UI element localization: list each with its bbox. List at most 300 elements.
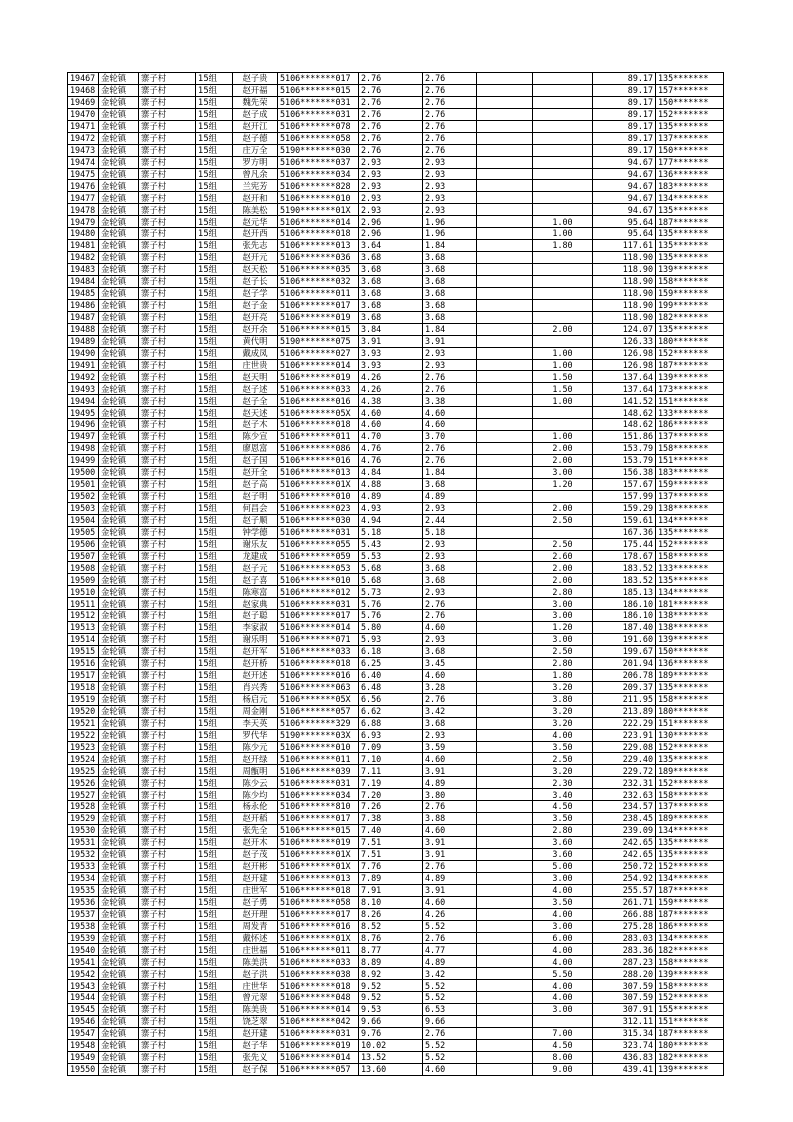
amount-cell: 242.65 <box>593 848 656 860</box>
row-number: 19475 <box>68 168 99 180</box>
village-cell: 寨子村 <box>139 120 196 132</box>
area-total-cell: 10.02 <box>359 1039 423 1051</box>
area-a-cell: 5.52 <box>423 1051 477 1063</box>
town-cell: 金轮镇 <box>99 431 139 443</box>
area-total-cell: 2.93 <box>359 180 423 192</box>
id-card-cell: 5190*******075 <box>278 335 359 347</box>
area-d-cell <box>533 73 593 85</box>
phone-cell: 150******* <box>656 96 724 108</box>
area-a-cell: 2.76 <box>423 455 477 467</box>
name-cell: 罗方明 <box>233 156 278 168</box>
group-cell: 15组 <box>196 920 233 932</box>
group-cell: 15组 <box>196 693 233 705</box>
area-d-cell: 3.00 <box>533 920 593 932</box>
village-cell: 寨子村 <box>139 538 196 550</box>
area-d-cell <box>533 299 593 311</box>
area-c-cell <box>477 526 533 538</box>
area-a-cell: 4.60 <box>423 753 477 765</box>
area-total-cell: 6.88 <box>359 717 423 729</box>
area-a-cell: 4.60 <box>423 407 477 419</box>
town-cell: 金轮镇 <box>99 789 139 801</box>
village-cell: 寨子村 <box>139 168 196 180</box>
area-d-cell <box>533 287 593 299</box>
table-row <box>68 610 724 622</box>
area-c-cell <box>477 825 533 837</box>
table-row <box>68 287 724 299</box>
phone-cell: 150******* <box>656 646 724 658</box>
phone-cell: 151******* <box>656 455 724 467</box>
area-total-cell: 7.89 <box>359 872 423 884</box>
area-d-cell <box>533 156 593 168</box>
phone-cell: 137******* <box>656 132 724 144</box>
village-cell: 寨子村 <box>139 813 196 825</box>
town-cell: 金轮镇 <box>99 264 139 276</box>
area-total-cell: 3.84 <box>359 323 423 335</box>
group-cell: 15组 <box>196 1028 233 1040</box>
group-cell: 15组 <box>196 466 233 478</box>
area-total-cell: 2.76 <box>359 108 423 120</box>
name-cell: 赵开元 <box>233 252 278 264</box>
area-d-cell: 1.00 <box>533 431 593 443</box>
table-row <box>68 514 724 526</box>
town-cell: 金轮镇 <box>99 837 139 849</box>
row-number: 19470 <box>68 108 99 120</box>
amount-cell: 137.64 <box>593 371 656 383</box>
table-row <box>68 1063 724 1075</box>
town-cell: 金轮镇 <box>99 610 139 622</box>
area-a-cell: 3.68 <box>423 299 477 311</box>
row-number: 19485 <box>68 287 99 299</box>
group-cell: 15组 <box>196 514 233 526</box>
phone-cell: 158******* <box>656 550 724 562</box>
name-cell: 赵子保 <box>233 1063 278 1075</box>
group-cell: 15组 <box>196 657 233 669</box>
area-c-cell <box>477 801 533 813</box>
table-row <box>68 502 724 514</box>
table-row <box>68 980 724 992</box>
phone-cell: 135******* <box>656 228 724 240</box>
area-d-cell: 3.50 <box>533 813 593 825</box>
area-a-cell: 3.80 <box>423 789 477 801</box>
phone-cell: 187******* <box>656 359 724 371</box>
phone-cell: 173******* <box>656 383 724 395</box>
area-total-cell: 3.68 <box>359 252 423 264</box>
phone-cell: 134******* <box>656 825 724 837</box>
town-cell: 金轮镇 <box>99 120 139 132</box>
area-d-cell: 1.50 <box>533 371 593 383</box>
area-total-cell: 7.20 <box>359 789 423 801</box>
id-card-cell: 5106*******018 <box>278 980 359 992</box>
phone-cell: 135******* <box>656 753 724 765</box>
village-cell: 寨子村 <box>139 968 196 980</box>
row-number: 19518 <box>68 681 99 693</box>
name-cell: 周甑明 <box>233 765 278 777</box>
village-cell: 寨子村 <box>139 705 196 717</box>
amount-cell: 118.90 <box>593 275 656 287</box>
village-cell: 寨子村 <box>139 180 196 192</box>
amount-cell: 436.83 <box>593 1051 656 1063</box>
town-cell: 金轮镇 <box>99 753 139 765</box>
name-cell: 赵子勇 <box>233 896 278 908</box>
amount-cell: 159.29 <box>593 502 656 514</box>
village-cell: 寨子村 <box>139 514 196 526</box>
area-total-cell: 8.26 <box>359 908 423 920</box>
phone-cell: 180******* <box>656 705 724 717</box>
phone-cell: 139******* <box>656 264 724 276</box>
row-number: 19547 <box>68 1028 99 1040</box>
area-total-cell: 2.76 <box>359 120 423 132</box>
town-cell: 金轮镇 <box>99 550 139 562</box>
name-cell: 陈寒富 <box>233 586 278 598</box>
amount-cell: 266.88 <box>593 908 656 920</box>
name-cell: 陈少元 <box>233 741 278 753</box>
area-total-cell: 9.52 <box>359 992 423 1004</box>
phone-cell: 135******* <box>656 120 724 132</box>
area-d-cell: 3.40 <box>533 789 593 801</box>
phone-cell: 152******* <box>656 777 724 789</box>
town-cell: 金轮镇 <box>99 1016 139 1028</box>
table-row <box>68 968 724 980</box>
table-row <box>68 407 724 419</box>
table-row <box>68 729 724 741</box>
amount-cell: 323.74 <box>593 1039 656 1051</box>
group-cell: 15组 <box>196 884 233 896</box>
phone-cell: 135******* <box>656 526 724 538</box>
village-cell: 寨子村 <box>139 729 196 741</box>
table-row <box>68 872 724 884</box>
area-d-cell: 3.20 <box>533 681 593 693</box>
table-row <box>68 323 724 335</box>
name-cell: 庄世华 <box>233 980 278 992</box>
village-cell: 寨子村 <box>139 765 196 777</box>
name-cell: 赵子喜 <box>233 574 278 586</box>
table-row <box>68 717 724 729</box>
area-a-cell: 2.76 <box>423 932 477 944</box>
village-cell: 寨子村 <box>139 73 196 85</box>
area-total-cell: 8.77 <box>359 944 423 956</box>
village-cell: 寨子村 <box>139 1051 196 1063</box>
area-d-cell: 1.00 <box>533 228 593 240</box>
name-cell: 赵开理 <box>233 908 278 920</box>
id-card-cell: 5106*******078 <box>278 120 359 132</box>
area-c-cell <box>477 1051 533 1063</box>
town-cell: 金轮镇 <box>99 932 139 944</box>
row-number: 19505 <box>68 526 99 538</box>
table-row <box>68 825 724 837</box>
table-row <box>68 144 724 156</box>
id-card-cell: 5106*******018 <box>278 419 359 431</box>
town-cell: 金轮镇 <box>99 562 139 574</box>
row-number: 19480 <box>68 228 99 240</box>
area-c-cell <box>477 717 533 729</box>
table-row <box>68 490 724 502</box>
id-card-cell: 5106*******013 <box>278 240 359 252</box>
village-cell: 寨子村 <box>139 693 196 705</box>
row-number: 19472 <box>68 132 99 144</box>
town-cell: 金轮镇 <box>99 1063 139 1075</box>
row-number: 19538 <box>68 920 99 932</box>
area-a-cell: 4.60 <box>423 622 477 634</box>
area-a-cell: 9.66 <box>423 1016 477 1028</box>
area-total-cell: 2.93 <box>359 204 423 216</box>
village-cell: 寨子村 <box>139 383 196 395</box>
group-cell: 15组 <box>196 144 233 156</box>
area-d-cell: 3.20 <box>533 765 593 777</box>
area-total-cell: 7.19 <box>359 777 423 789</box>
id-card-cell: 5106*******014 <box>278 359 359 371</box>
area-c-cell <box>477 681 533 693</box>
village-cell: 寨子村 <box>139 610 196 622</box>
name-cell: 陈美洪 <box>233 956 278 968</box>
area-d-cell: 4.00 <box>533 944 593 956</box>
village-cell: 寨子村 <box>139 574 196 586</box>
id-card-cell: 5106*******019 <box>278 311 359 323</box>
area-a-cell: 3.68 <box>423 275 477 287</box>
town-cell: 金轮镇 <box>99 180 139 192</box>
area-a-cell: 3.91 <box>423 335 477 347</box>
area-d-cell: 3.20 <box>533 705 593 717</box>
village-cell: 寨子村 <box>139 657 196 669</box>
area-d-cell <box>533 311 593 323</box>
area-d-cell <box>533 96 593 108</box>
area-c-cell <box>477 610 533 622</box>
area-c-cell <box>477 84 533 96</box>
name-cell: 赵开稻 <box>233 813 278 825</box>
area-a-cell: 3.68 <box>423 562 477 574</box>
phone-cell: 137******* <box>656 431 724 443</box>
village-cell: 寨子村 <box>139 228 196 240</box>
area-d-cell: 3.00 <box>533 598 593 610</box>
area-d-cell <box>533 192 593 204</box>
area-d-cell: 3.00 <box>533 872 593 884</box>
village-cell: 寨子村 <box>139 490 196 502</box>
town-cell: 金轮镇 <box>99 825 139 837</box>
town-cell: 金轮镇 <box>99 860 139 872</box>
amount-cell: 89.17 <box>593 108 656 120</box>
row-number: 19544 <box>68 992 99 1004</box>
name-cell: 李家淑 <box>233 622 278 634</box>
town-cell: 金轮镇 <box>99 371 139 383</box>
area-a-cell: 3.68 <box>423 646 477 658</box>
phone-cell: 158******* <box>656 980 724 992</box>
group-cell: 15组 <box>196 574 233 586</box>
area-total-cell: 2.76 <box>359 96 423 108</box>
table-row <box>68 419 724 431</box>
id-card-cell: 5106*******031 <box>278 526 359 538</box>
table-row <box>68 84 724 96</box>
group-cell: 15组 <box>196 359 233 371</box>
name-cell: 陈少均 <box>233 789 278 801</box>
area-c-cell <box>477 1028 533 1040</box>
amount-cell: 157.67 <box>593 478 656 490</box>
village-cell: 寨子村 <box>139 801 196 813</box>
id-card-cell: 5106*******011 <box>278 944 359 956</box>
area-c-cell <box>477 1063 533 1075</box>
id-card-cell: 5106*******010 <box>278 490 359 502</box>
id-card-cell: 5106*******031 <box>278 96 359 108</box>
id-card-cell: 5190*******030 <box>278 144 359 156</box>
amount-cell: 206.78 <box>593 669 656 681</box>
area-c-cell <box>477 765 533 777</box>
village-cell: 寨子村 <box>139 204 196 216</box>
name-cell: 谢乐明 <box>233 634 278 646</box>
row-number: 19524 <box>68 753 99 765</box>
group-cell: 15组 <box>196 73 233 85</box>
area-d-cell <box>533 419 593 431</box>
area-a-cell: 3.68 <box>423 264 477 276</box>
village-cell: 寨子村 <box>139 789 196 801</box>
town-cell: 金轮镇 <box>99 634 139 646</box>
phone-cell: 189******* <box>656 669 724 681</box>
area-d-cell <box>533 252 593 264</box>
id-card-cell: 5106*******019 <box>278 837 359 849</box>
village-cell: 寨子村 <box>139 550 196 562</box>
area-total-cell: 6.18 <box>359 646 423 658</box>
group-cell: 15组 <box>196 120 233 132</box>
area-a-cell: 4.60 <box>423 825 477 837</box>
row-number: 19489 <box>68 335 99 347</box>
row-number: 19498 <box>68 443 99 455</box>
row-number: 19546 <box>68 1016 99 1028</box>
area-c-cell <box>477 813 533 825</box>
area-d-cell <box>533 1016 593 1028</box>
row-number: 19517 <box>68 669 99 681</box>
phone-cell: 158******* <box>656 789 724 801</box>
name-cell: 赵天述 <box>233 407 278 419</box>
village-cell: 寨子村 <box>139 622 196 634</box>
area-d-cell: 2.60 <box>533 550 593 562</box>
row-number: 19500 <box>68 466 99 478</box>
name-cell: 赵子德 <box>233 132 278 144</box>
name-cell: 钟学德 <box>233 526 278 538</box>
area-c-cell <box>477 240 533 252</box>
row-number: 19513 <box>68 622 99 634</box>
name-cell: 赵开军 <box>233 646 278 658</box>
amount-cell: 307.59 <box>593 992 656 1004</box>
village-cell: 寨子村 <box>139 753 196 765</box>
area-total-cell: 3.93 <box>359 347 423 359</box>
row-number: 19478 <box>68 204 99 216</box>
table-row <box>68 681 724 693</box>
area-a-cell: 5.52 <box>423 980 477 992</box>
area-c-cell <box>477 455 533 467</box>
area-d-cell: 1.00 <box>533 216 593 228</box>
phone-cell: 135******* <box>656 681 724 693</box>
area-total-cell: 3.68 <box>359 299 423 311</box>
area-total-cell: 3.68 <box>359 287 423 299</box>
area-a-cell: 2.76 <box>423 144 477 156</box>
group-cell: 15组 <box>196 156 233 168</box>
town-cell: 金轮镇 <box>99 705 139 717</box>
town-cell: 金轮镇 <box>99 1039 139 1051</box>
area-a-cell: 4.77 <box>423 944 477 956</box>
table-row <box>68 478 724 490</box>
group-cell: 15组 <box>196 228 233 240</box>
group-cell: 15组 <box>196 741 233 753</box>
group-cell: 15组 <box>196 443 233 455</box>
amount-cell: 141.52 <box>593 395 656 407</box>
group-cell: 15组 <box>196 502 233 514</box>
group-cell: 15组 <box>196 646 233 658</box>
table-row <box>68 622 724 634</box>
row-number: 19510 <box>68 586 99 598</box>
table-row <box>68 192 724 204</box>
area-a-cell: 2.76 <box>423 108 477 120</box>
table-row <box>68 646 724 658</box>
group-cell: 15组 <box>196 455 233 467</box>
row-number: 19504 <box>68 514 99 526</box>
group-cell: 15组 <box>196 669 233 681</box>
area-c-cell <box>477 204 533 216</box>
id-card-cell: 5106*******010 <box>278 741 359 753</box>
row-number: 19527 <box>68 789 99 801</box>
area-total-cell: 5.73 <box>359 586 423 598</box>
area-d-cell <box>533 335 593 347</box>
table-row <box>68 299 724 311</box>
id-card-cell: 5106*******017 <box>278 73 359 85</box>
id-card-cell: 5190*******01X <box>278 204 359 216</box>
row-number: 19548 <box>68 1039 99 1051</box>
phone-cell: 152******* <box>656 992 724 1004</box>
area-total-cell: 8.92 <box>359 968 423 980</box>
group-cell: 15组 <box>196 431 233 443</box>
area-a-cell: 4.26 <box>423 908 477 920</box>
table-row <box>68 908 724 920</box>
area-c-cell <box>477 657 533 669</box>
table-row <box>68 550 724 562</box>
table-row <box>68 848 724 860</box>
village-cell: 寨子村 <box>139 287 196 299</box>
phone-cell: 182******* <box>656 944 724 956</box>
village-cell: 寨子村 <box>139 634 196 646</box>
area-c-cell <box>477 693 533 705</box>
area-c-cell <box>477 431 533 443</box>
area-a-cell: 4.89 <box>423 490 477 502</box>
town-cell: 金轮镇 <box>99 108 139 120</box>
area-total-cell: 5.93 <box>359 634 423 646</box>
town-cell: 金轮镇 <box>99 287 139 299</box>
village-cell: 寨子村 <box>139 646 196 658</box>
table-row <box>68 252 724 264</box>
amount-cell: 175.44 <box>593 538 656 550</box>
phone-cell: 152******* <box>656 347 724 359</box>
name-cell: 魏先荣 <box>233 96 278 108</box>
area-c-cell <box>477 920 533 932</box>
phone-cell: 151******* <box>656 1016 724 1028</box>
amount-cell: 186.10 <box>593 598 656 610</box>
phone-cell: 158******* <box>656 956 724 968</box>
area-total-cell: 7.40 <box>359 825 423 837</box>
group-cell: 15组 <box>196 1063 233 1075</box>
area-d-cell: 1.80 <box>533 669 593 681</box>
group-cell: 15组 <box>196 1004 233 1016</box>
town-cell: 金轮镇 <box>99 466 139 478</box>
group-cell: 15组 <box>196 1039 233 1051</box>
area-d-cell: 9.00 <box>533 1063 593 1075</box>
amount-cell: 118.90 <box>593 311 656 323</box>
table-row <box>68 264 724 276</box>
amount-cell: 283.03 <box>593 932 656 944</box>
id-card-cell: 5106*******057 <box>278 705 359 717</box>
row-number: 19506 <box>68 538 99 550</box>
row-number: 19534 <box>68 872 99 884</box>
group-cell: 15组 <box>196 335 233 347</box>
village-cell: 寨子村 <box>139 932 196 944</box>
amount-cell: 186.10 <box>593 610 656 622</box>
area-total-cell: 4.60 <box>359 419 423 431</box>
village-cell: 寨子村 <box>139 956 196 968</box>
id-card-cell: 5106*******014 <box>278 1051 359 1063</box>
